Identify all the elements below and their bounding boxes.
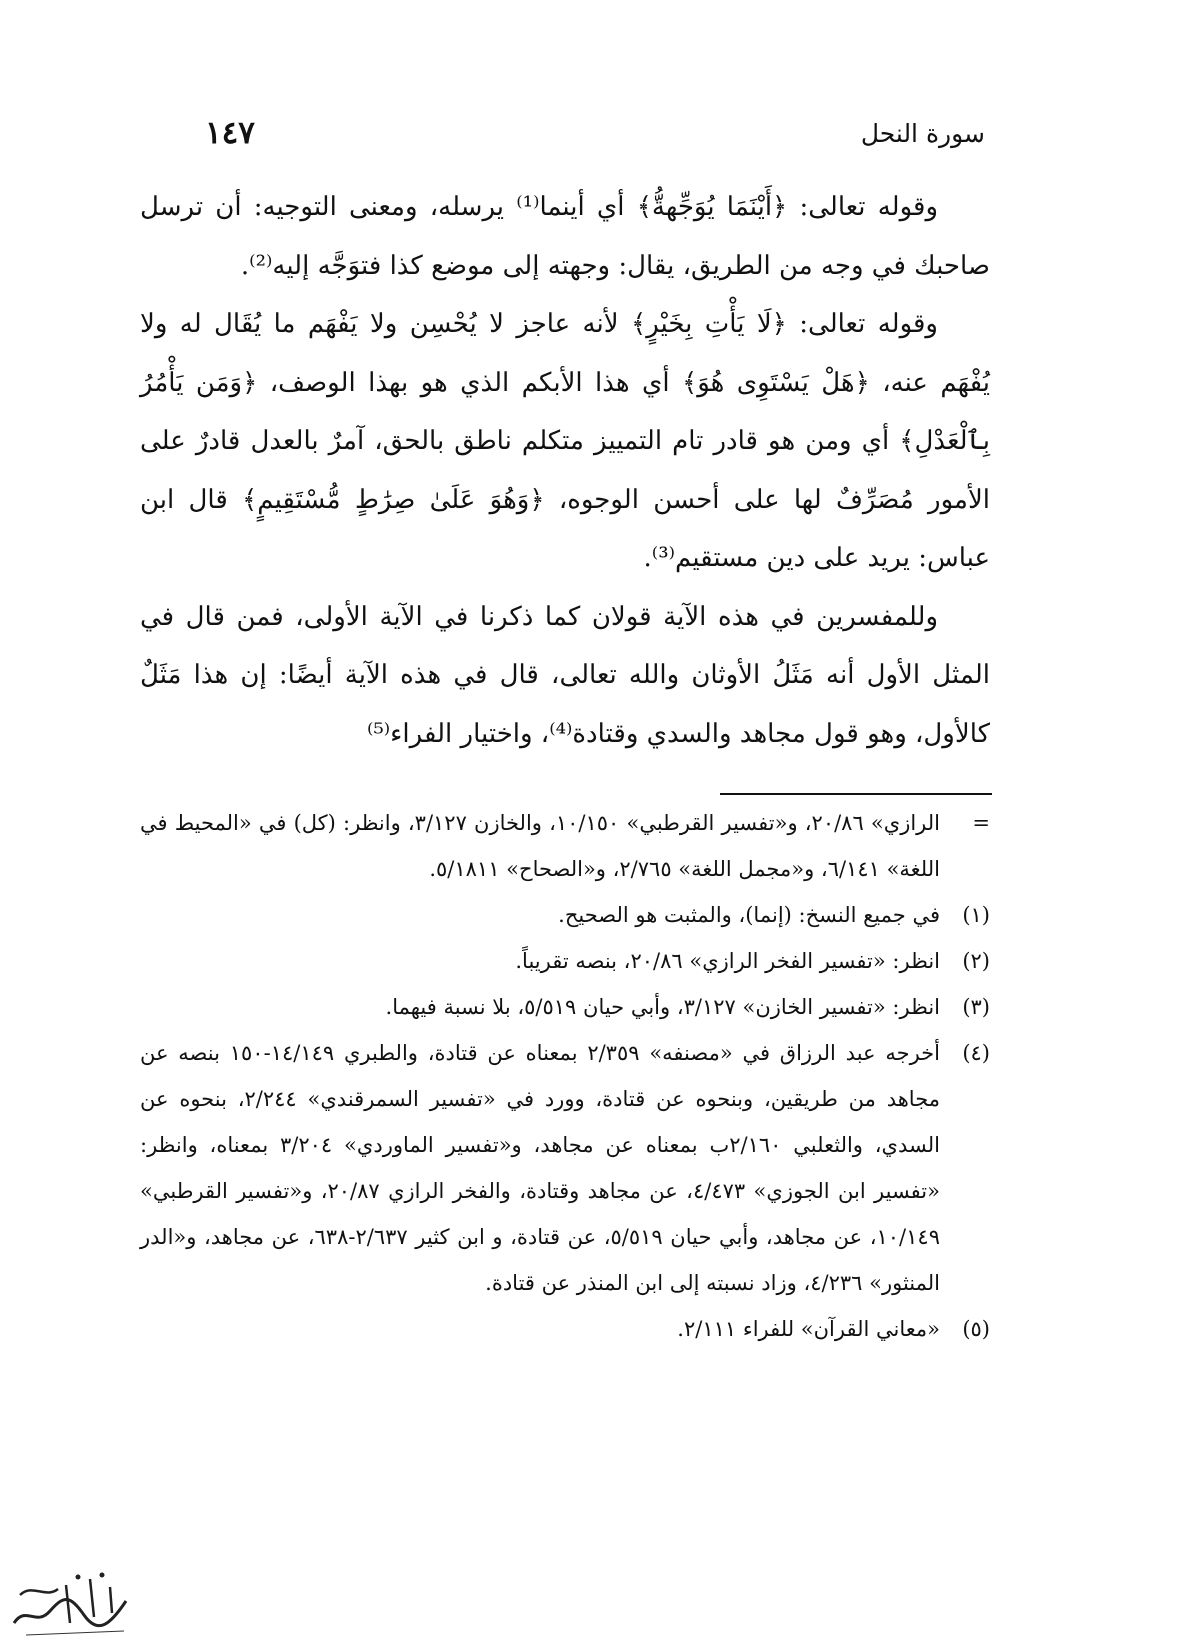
paragraph: وقوله تعالى: ﴿أَيْنَمَا يُوَجِّهةُّ﴾ أي أينما⁽¹⁾ يرسله، ومعنى التوجيه: أن ترسل صاحبك في وجه من الطريق، يقال: وجهته إلى موضع كذا فتوَجَّه إليه⁽²⁾. — [140, 192, 990, 281]
footnotes — [140, 800, 990, 1352]
footnote-number: (٣) — [962, 995, 990, 1019]
footnote-number: (٥) — [962, 1317, 990, 1341]
footnote-item — [140, 892, 990, 938]
footnote-text: الرازي» ٢٠/٨٦، و«تفسير القرطبي» ١٠/١٥٠، والخازن ٣/١٢٧، وانظر: (كل) في «المحيط في اللغة» ٦/١٤١، و«مجمل اللغة» ٢/٧٦٥، و«الصحاح» ٥/١٨١١. — [140, 811, 940, 881]
footnote-item — [140, 938, 990, 984]
footnote-text: في جميع النسخ: (إنما)، والمثبت هو الصحيح. — [558, 903, 940, 927]
footnote-item — [140, 984, 990, 1030]
footnote-separator — [720, 793, 992, 795]
main-text — [140, 178, 990, 763]
paragraph: وقوله تعالى: ﴿لَا يَأْتِ بِخَيْرٍ﴾ لأنه عاجز لا يُحْسِن ولا يَفْهَم ما يُقَال له ولا يُفْهَم عنه، ﴿هَلْ يَسْتَوِى هُوَ﴾ أي هذا الأبكم الذي هو بهذا الوصف، ﴿وَمَن يَأْمُرُ بِٱلْعَدْلِ﴾ أي ومن هو قادر تام التمييز متكلم ناطق بالحق، آمرٌ بالعدل قادرٌ على الأمور مُصَرِّفٌ لها على أحسن الوجوه، ﴿وَهُوَ عَلَىٰ صِرَٰطٍ مُّسْتَقِيمٍ﴾ قال ابن عباس: يريد على دين مستقيم⁽³⁾. — [140, 309, 990, 573]
footnote-item — [140, 1030, 990, 1306]
footnote-number: (٤) — [962, 1041, 990, 1065]
footnote-item — [140, 1306, 990, 1352]
sura-title: سورة النحل — [860, 118, 985, 148]
footnote-text: انظر: «تفسير الفخر الرازي» ٢٠/٨٦، بنصه تقريباً. — [515, 949, 940, 973]
footnote-text: أخرجه عبد الرزاق في «مصنفه» ٢/٣٥٩ بمعناه عن قتادة، والطبري ١٤/١٤٩-١٥٠ بنصه عن مجاهد من طريقين، وبنحوه عن قتادة، وورد في «تفسير السمرقندي» ٢/٢٤٤، بنحوه عن السدي، والثعلبي ٢/١٦٠ب بمعناه عن مجاهد، و«تفسير الماوردي» ٣/٢٠٤ بمعناه، وانظر: «تفسير ابن الجوزي» ٤/٤٧٣، عن مجاهد وقتادة، والفخر الرازي ٢٠/٨٧، و«تفسير القرطبي» ١٠/١٤٩، عن مجاهد، وأبي حيان ٥/٥١٩، عن قتادة، و ابن كثير ٢/٦٣٧-٦٣٨، عن مجاهد، و«الدر المنثور» ٤/٢٣٦، وزاد نسبته إلى ابن المنذر عن قتادة. — [140, 1041, 940, 1295]
publisher-logo — [6, 1565, 136, 1641]
footnote-number: (٢) — [962, 949, 990, 973]
footnote-item — [140, 800, 990, 892]
page-header — [205, 108, 985, 158]
footnote-number: = — [972, 811, 990, 835]
paragraph: وللمفسرين في هذه الآية قولان كما ذكرنا في الآية الأولى، فمن قال في المثل الأول أنه مَثَلُ الأوثان والله تعالى، قال في هذه الآية أيضًا: إن هذا مَثَلٌ كالأول، وهو قول مجاهد والسدي وقتادة⁽⁴⁾، واختيار الفراء⁽⁵⁾ — [140, 601, 990, 749]
footnote-text: انظر: «تفسير الخازن» ٣/١٢٧، وأبي حيان ٥/٥١٩، بلا نسبة فيهما. — [385, 995, 940, 1019]
footnote-text: «معاني القرآن» للفراء ٢/١١١. — [677, 1317, 940, 1341]
footnote-number: (١) — [962, 903, 990, 927]
page-number: ١٤٧ — [205, 115, 255, 151]
